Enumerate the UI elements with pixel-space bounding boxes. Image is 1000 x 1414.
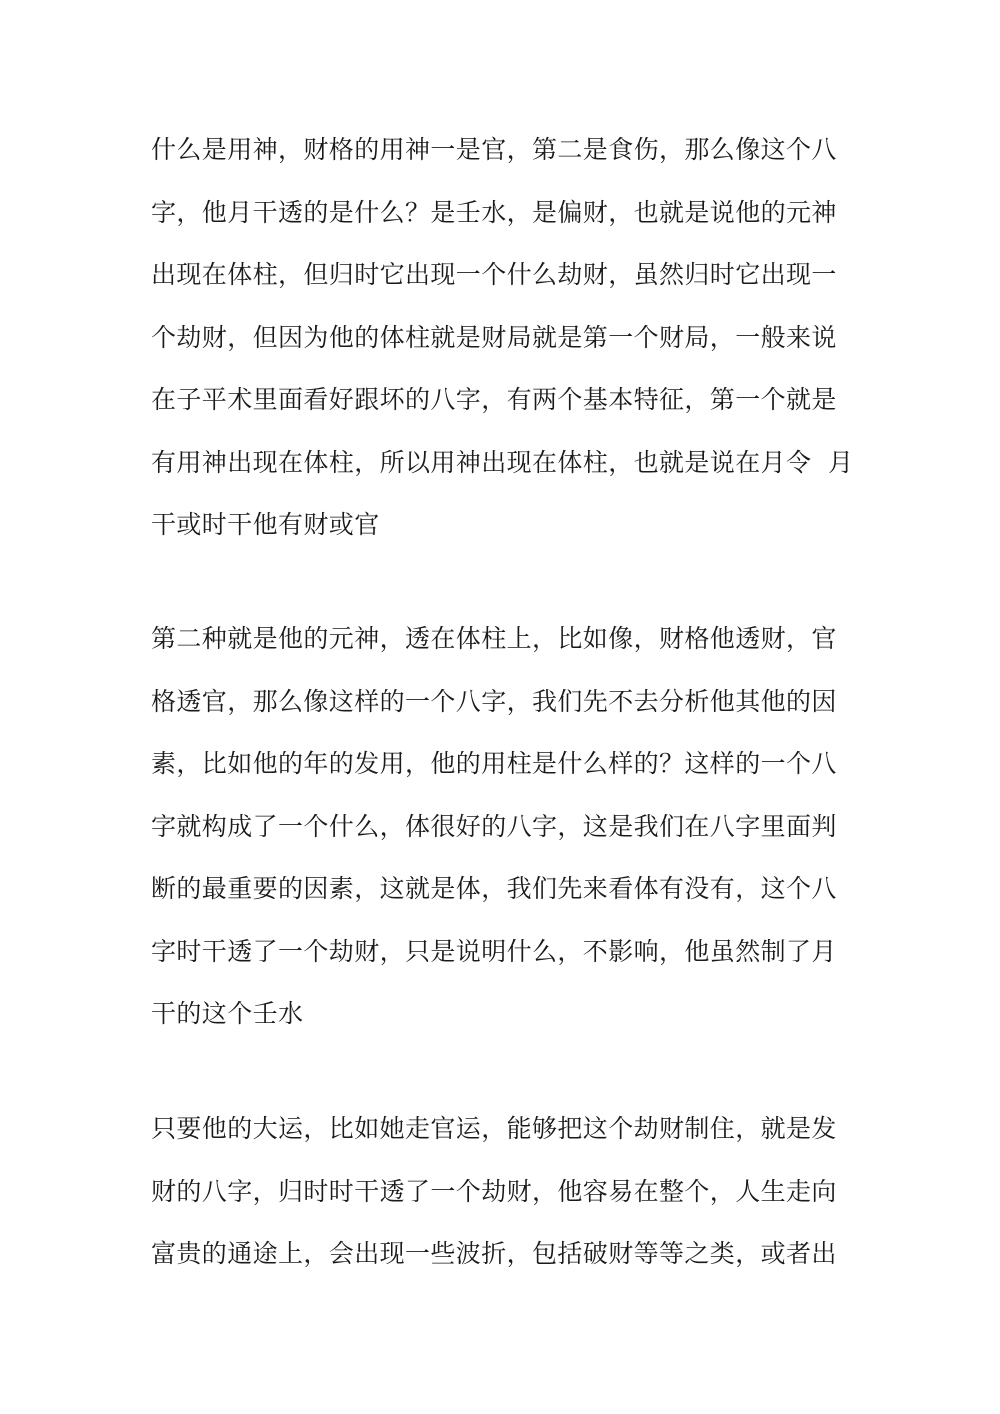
text-line: 财的八字，归时时干透了一个劫财，他容易在整个，人生走向	[151, 1176, 837, 1206]
paragraph-3	[151, 1098, 851, 1286]
text-line: 只要他的大运，比如她走官运，能够把这个劫财制住，就是发	[151, 1114, 837, 1143]
text-line: 干的这个壬水	[151, 999, 304, 1028]
text-line: 个劫财，但因为他的体柱就是财局就是第一个财局，一般来说	[151, 322, 837, 352]
paragraph-1	[151, 119, 854, 557]
text-line: 有用神出现在体柱，所以用神出现在体柱，也就是说在月令 月	[151, 447, 854, 477]
text-line: 素，比如他的年的发用，他的用柱是什么样的？这样的一个八	[151, 749, 837, 778]
text-line: 富贵的通途上，会出现一些波折，包括破财等等之类，或者出	[151, 1239, 837, 1268]
paragraph-2	[151, 608, 851, 1046]
text-line: 出现在体柱，但归时它出现一个什么劫财，虽然归时它出现一	[151, 260, 837, 289]
text-line: 干或时干他有财或官	[151, 510, 380, 539]
text-line: 什么是用神，财格的用神一是官，第二是食伤，那么像这个八	[151, 135, 837, 164]
text-line: 在子平术里面看好跟坏的八字，有两个基本特征，第一个就是	[151, 385, 837, 414]
text-line: 格透官，那么像这样的一个八字，我们先不去分析他其他的因	[151, 686, 837, 716]
text-line: 字时干透了一个劫财，只是说明什么，不影响，他虽然制了月	[151, 936, 837, 966]
text-line: 第二种就是他的元神，透在体柱上，比如像，财格他透财，官	[151, 624, 837, 653]
text-line: 字就构成了一个什么，体很好的八字，这是我们在八字里面判	[151, 811, 837, 841]
text-line: 字，他月干透的是什么？是壬水，是偏财，也就是说他的元神	[151, 197, 837, 227]
text-line: 断的最重要的因素，这就是体，我们先来看体有没有，这个八	[151, 874, 837, 903]
